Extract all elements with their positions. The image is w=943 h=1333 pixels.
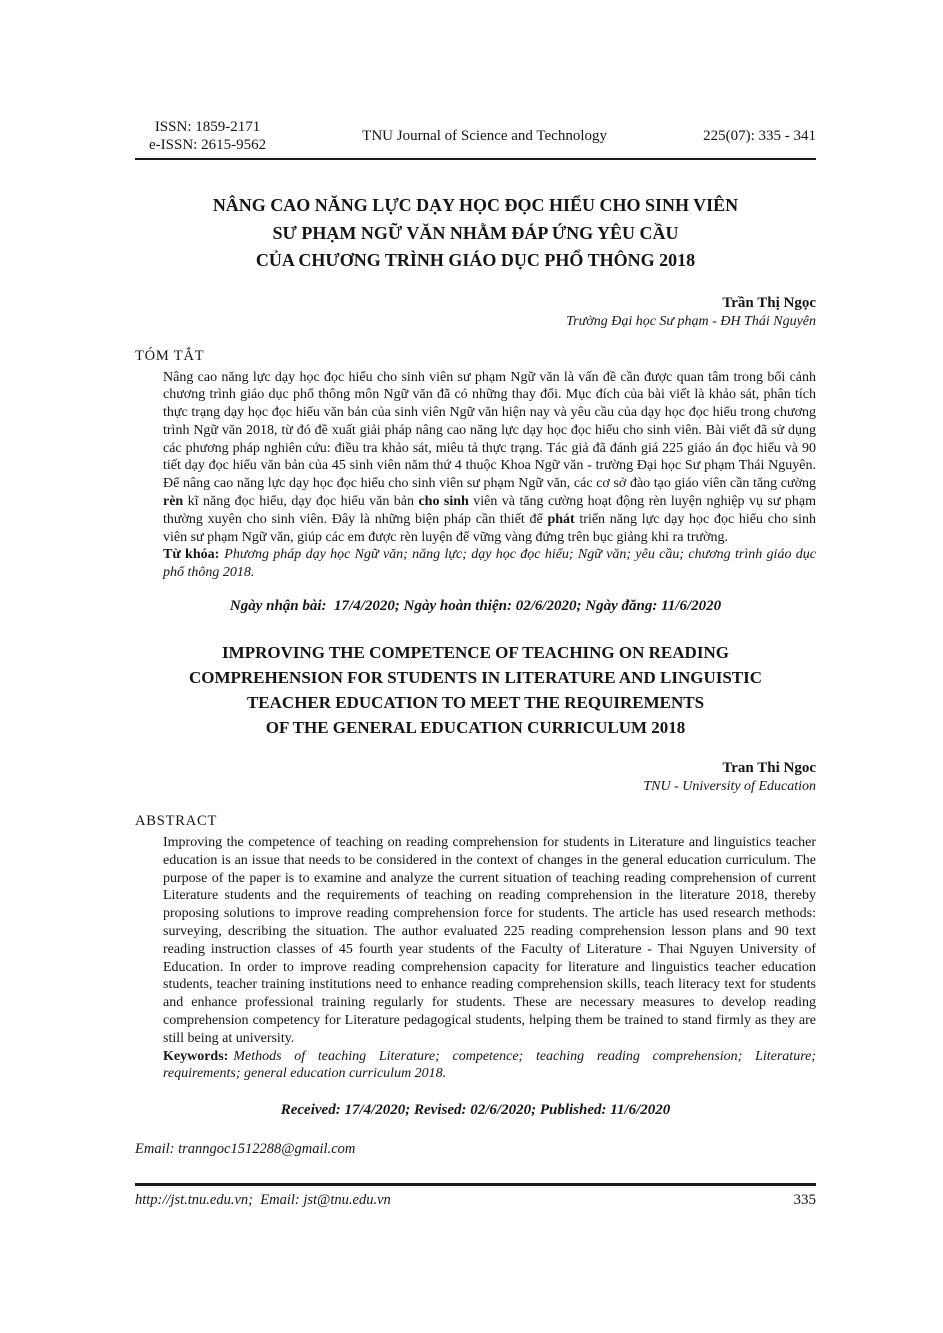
vietnamese-title-line-3: CỦA CHƯƠNG TRÌNH GIÁO DỤC PHỔ THÔNG 2018 (255, 250, 696, 270)
author-affiliation-en: TNU - University of Education (643, 779, 816, 795)
corresponding-email: Email: tranngoc1512288@gmail.com (135, 1141, 356, 1158)
page-number: 335 (793, 1192, 816, 1208)
english-title-line-3: TEACHER EDUCATION TO MEET THE REQUIREMENTS (246, 693, 705, 713)
vietnamese-abstract-heading: TÓM TẮT (135, 347, 205, 364)
issue-info: 225(07): 335 - 341 (703, 127, 816, 144)
eissn: e-ISSN: 2615-9562 (149, 137, 267, 153)
english-abstract-text: Improving the competence of teaching on reading comprehension for students in Literature and linguistics teacher education is an issue that needs to be considered in the context of changes in the general education curriculum. The purpose of the paper is to examine and analyze the current situation of teaching reading comprehension of current Literature students and the requirements of teaching on reading comprehension in the literature 2018, thereby proposing solutions to improve reading comprehension force for students. The article has used research methods: surveying, describing the situation. The author evaluated 225 reading comprehension lesson plans and 90 text reading instruction classes of 45 fourth year students of the Faculty of Literature - Thai Nguyen University of Education. In order to improve reading comprehension capacity for literature and linguistics teacher education students, teacher training institutions need to enhance reading comprehension skills, teach literacy text for students and enhance professional training regularly for students. These are necessary measures to develop reading comprehension competency for Literature pedagogical students, helping them be trained to stand firmly as they are still being at university. (163, 835, 816, 1046)
vietnamese-dates-line: Ngày nhận bài: 17/4/2020; Ngày hoàn thiện: 02/6/2020; Ngày đăng: 11/6/2020 (229, 598, 722, 615)
author-name-vi: Trần Thị Ngọc (722, 294, 816, 311)
vietnamese-keywords-label: Từ khóa: (163, 547, 220, 563)
english-keywords-text: Methods of teaching Literature; competence; teaching reading comprehension; Literature; requirements; general education curriculum 2018. (163, 1048, 816, 1082)
vietnamese-keywords-text: Phương pháp dạy học Ngữ văn; năng lực; dạy học đọc hiểu; Ngữ văn; yêu cầu; chương trình giáo dục phổ thông 2018. (163, 547, 816, 581)
footer-journal-contacts: http://jst.tnu.edu.vn; Email: jst@tnu.edu.vn (135, 1192, 391, 1208)
vietnamese-title-line-2: SƯ PHẠM NGỮ VĂN NHẰM ĐÁP ỨNG YÊU CẦU (272, 222, 679, 243)
english-title (135, 640, 816, 740)
vietnamese-keywords (163, 546, 816, 582)
vietnamese-title (135, 192, 816, 275)
english-author-block (135, 759, 816, 796)
issn: ISSN: 1859-2171 (154, 119, 261, 135)
author-affiliation-vi: Trường Đại học Sư phạm - ĐH Thái Nguyên (566, 313, 816, 329)
journal-name: TNU Journal of Science and Technology (362, 127, 608, 144)
english-abstract-heading: ABSTRACT (135, 813, 218, 830)
page-footer (135, 1183, 816, 1209)
english-keywords (163, 1048, 816, 1084)
english-dates-line: Received: 17/4/2020; Revised: 02/6/2020; Published: 11/6/2020 (280, 1102, 671, 1119)
vietnamese-title-line-1: NÂNG CAO NĂNG LỰC DẠY HỌC ĐỌC HIỂU CHO SINH VIÊN (212, 195, 739, 215)
vietnamese-abstract-text: Nâng cao năng lực dạy học đọc hiểu cho sinh viên sư phạm Ngữ văn là vấn đề cần được quan tâm trong bối cảnh chương trình giáo dục phổ thông môn Ngữ văn đã có những thay đổi. Mục đích của bài viết là khảo sát, phân tích thực trạng dạy học đọc hiểu văn bản của sinh viên Ngữ văn hiện nay và yêu cầu của dạy học đọc hiểu trong chương trình Ngữ văn 2018, từ đó đề xuất giải pháp nâng cao năng lực dạy học đọc hiểu cho sinh viên. Bài viết đã sử dụng các phương pháp nghiên cứu: điều tra khảo sát, miêu tả thực trạng. Tác giả đã đánh giá 225 giáo án đọc hiểu và 90 tiết dạy đọc hiểu văn bản của 45 sinh viên năm thứ 4 thuộc Khoa Ngữ văn - trường Đại học Sư phạm Thái Nguyên. Để nâng cao năng lực dạy học đọc hiểu cho sinh viên sư phạm Ngữ văn, các cơ sở đào tạo giáo viên cần tăng cường rèn kĩ năng đọc hiểu, dạy đọc hiểu văn bản cho sinh viên và tăng cường hoạt động rèn luyện nghiệp vụ sư phạm thường xuyên cho sinh viên. Đây là những biện pháp cần thiết để phát triển năng lực dạy học đọc hiểu cho sinh viên sư phạm Ngữ văn, giúp các em được rèn luyện để vững vàng đứng trên bục giảng khi ra trường. (163, 369, 817, 545)
journal-header (135, 118, 816, 160)
page-content (135, 0, 816, 1158)
vietnamese-author-block (135, 294, 816, 331)
author-name-en: Tran Thi Ngoc (722, 760, 816, 777)
english-title-line-2: COMPREHENSION FOR STUDENTS IN LITERATURE AND LINGUISTIC (188, 668, 763, 688)
issn-block (135, 118, 266, 154)
english-title-line-4: OF THE GENERAL EDUCATION CURRICULUM 2018 (265, 718, 686, 738)
english-keywords-label: Keywords: (163, 1048, 229, 1064)
english-title-line-1: IMPROVING THE COMPETENCE OF TEACHING ON READING (222, 643, 729, 663)
